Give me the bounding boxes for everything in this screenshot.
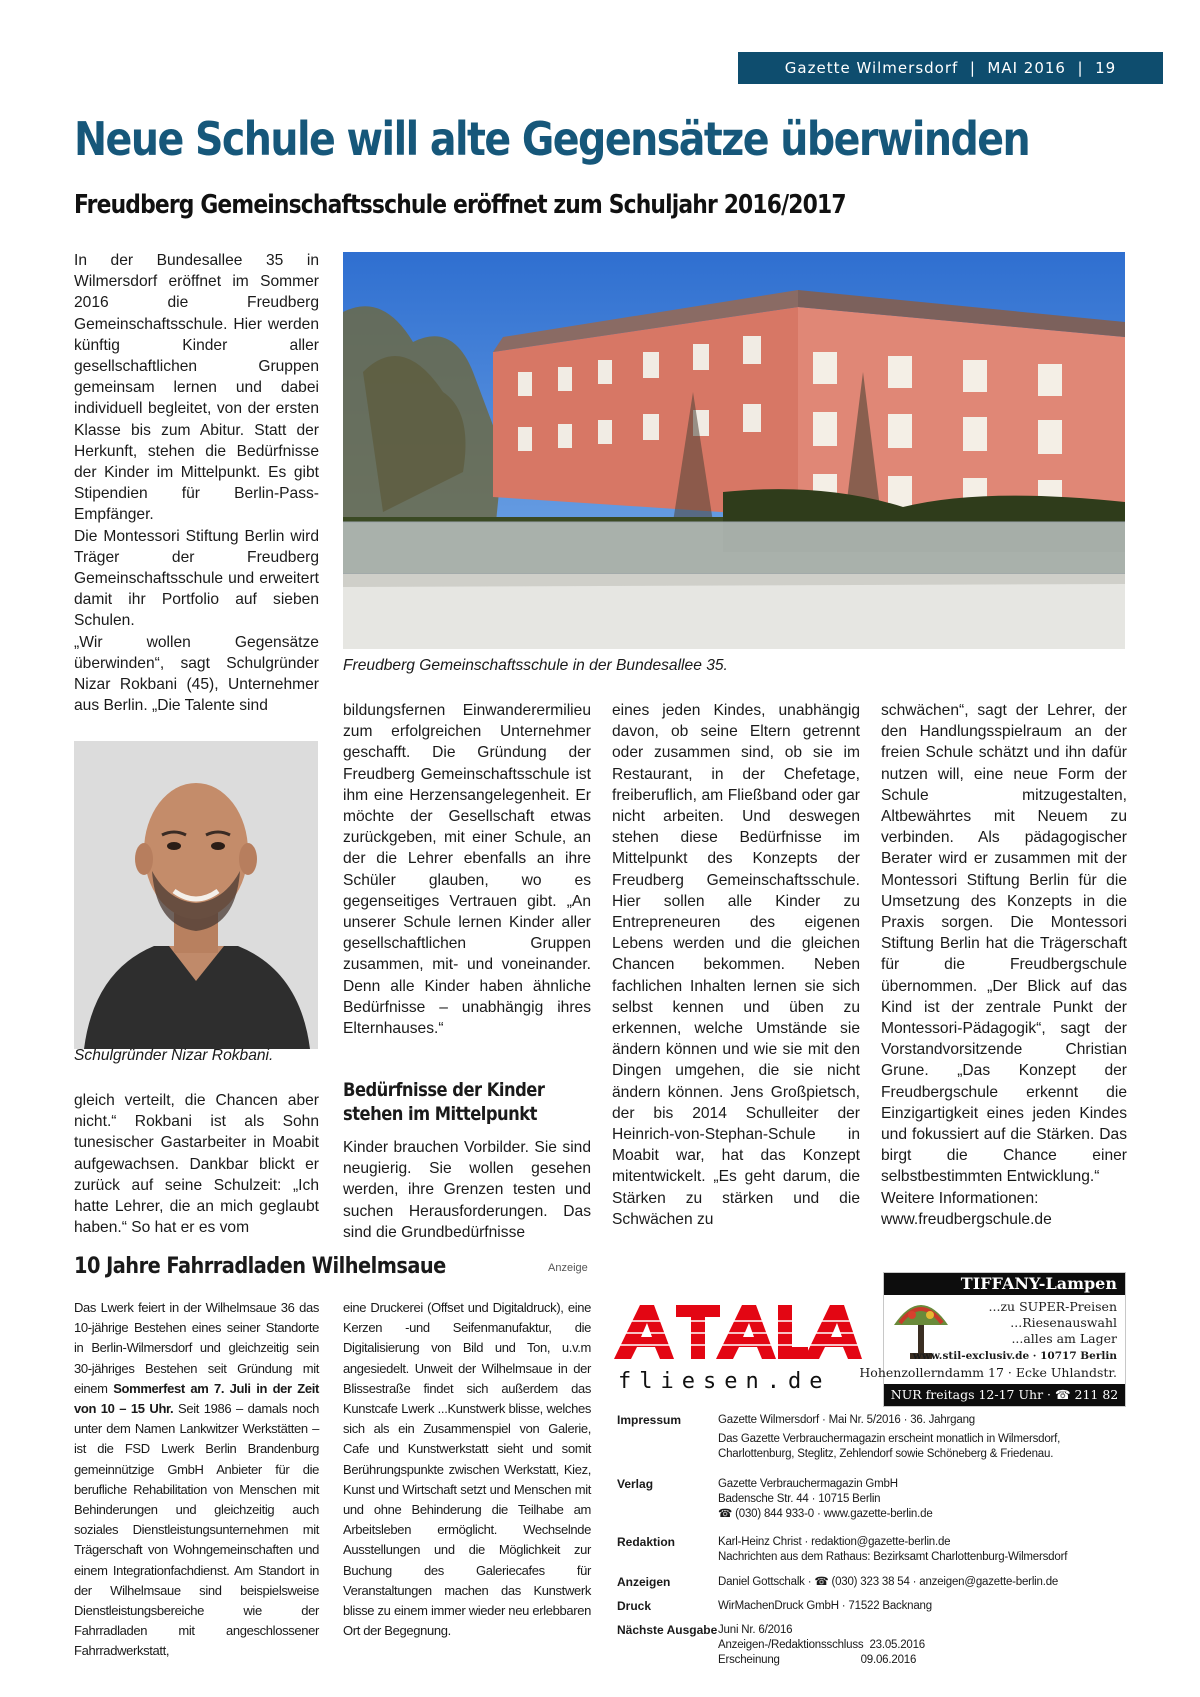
portrait-photo [74, 741, 318, 1049]
imprint-line: Gazette Wilmersdorf · Mai Nr. 5/2016 · 36. Jahrgang [718, 1414, 975, 1426]
article-column-4 [881, 700, 1127, 1230]
school-building-photo [343, 252, 1125, 649]
paragraph: schwächen“, sagt der Lehrer, der den Handlungsspielraum an der freien Schule schätzt und ihn dafür nutzen will, eine neue Form der Schule mitzugestalten, Altbewährtes mit Neuem zu verbinden. Als pädagogischer Berater wird er zusammen mit der Montessori Stiftung Berlin für die Umsetzung des Konzepts in die Praxis sorgen. Die Montessori Stiftung Berlin hat die Trägerschaft für die Freudbergschule übernommen. „Der Blick auf das Kind ist der zentrale Punkt der Montessori-Pädagogik“, sagt der Vorstandvorsitzende Christian Grune. „Das Konzept der Freudbergschule erkennt die Einzigartigkeit eines jeden Kindes und fokussiert auf die Stärken. Das birgt die Chance einer selbstbestimmten Entwicklung.“ [881, 702, 1127, 1186]
ad-column-1 [74, 1298, 319, 1662]
imprint-line: Nachrichten aus dem Rathaus: Bezirksamt Charlottenburg-Wilmersdorf [718, 1551, 1068, 1563]
imprint-value [718, 1599, 1138, 1614]
ad-tag: Anzeige [548, 1262, 588, 1274]
paragraph: Kinder brauchen Vorbilder. Sie sind neugierig. Sie wollen gesehen werden, ihre Grenzen testen und suchen Herausforderungen. Das sind die Grundbedürfnisse [343, 1139, 591, 1241]
more-info-link[interactable]: www.freudbergschule.de [881, 1210, 1052, 1228]
ad-text: Das Lwerk feiert in der Wilhelmsaue 36 das 10-jährige Bestehen eines seiner Standorte in Berlin-Wilmersdorf und gleichzeitig sein 30-jähriges Bestehen seit Gründung mit einem [74, 1300, 319, 1396]
atala-ad[interactable] [610, 1285, 862, 1410]
more-info-label: Weitere Informationen: [881, 1189, 1039, 1207]
imprint-value [718, 1477, 1138, 1522]
tiffany-hours: NUR freitags 12-17 Uhr · ☎ 211 82 60 [884, 1384, 1125, 1406]
article-column-2-top [343, 700, 591, 1039]
paragraph: eines jeden Kindes, unabhängig davon, ob seine Eltern getrennt oder zusammen sind, ob sie im Restaurant, in der Chefetage, freiberuflich, am Fließband oder gar nicht arbeiten. Und deswegen stehen diese Bedürfnisse im Mittelpunkt des Konzepts der Freudberg Gemeinschaftsschule. Hier sollen alle Kinder zu Entrepreneuren des eigenen Lebens werden und die gleichen Chancen bekommen. Neben fachlichen Inhalten lernen sie sich selbst kennen und üben zu erkennen, welche Umstände sie ändern können und wie sie mit den Dingen umgehen, die sie nicht ändern können. Jens Großpietsch, der bis 2014 Schulleiter der Heinrich-von-Stephan-Schule in Moabit war, hat das Konzept mitentwickelt. „Es geht darum, die Stärken zu stärken und die Schwächen zu [612, 702, 860, 1228]
paragraph: In der Bundesallee 35 in Wilmersdorf eröffnet im Sommer 2016 die Freudberg Gemeinschaftsschule. Hier werden künftig Kinder aller gesellschaftlichen Gruppen gemeinsam lernen und dabei individuell begleitet, von der ersten Klasse bis zum Abitur. Statt der Herkunft, stehen die Bedürfnisse der Kinder im Mittelpunkt. Es gibt Stipendien für Berlin-Pass-Empfänger. [74, 252, 319, 524]
imprint-value [718, 1623, 1138, 1668]
imprint-line: Karl-Heinz Christ · redaktion@gazette-berlin.de [718, 1536, 951, 1548]
imprint-line: Erscheinung 09.06.2016 [718, 1654, 917, 1666]
imprint-value [718, 1535, 1138, 1565]
paragraph: gleich verteilt, die Chancen aber nicht.“ Rokbani ist als Sohn tunesischer Gastarbeiter in Moabit aufgewachsen. Dankbar blickt er zurück auf seine Schulzeit: „Ich hatte Lehrer, die an mich geglaubt haben.“ So hat er es vom [74, 1092, 319, 1237]
atala-logo-text [610, 1285, 611, 1286]
imprint-label: Nächste Ausgabe [617, 1623, 718, 1637]
tiffany-line-2: ...Riesenauswahl [1010, 1315, 1117, 1330]
article-headline: Neue Schule will alte Gegensätze überwinden [74, 112, 1030, 166]
tiffany-line-3: ...alles am Lager [1011, 1331, 1117, 1346]
tiffany-web[interactable]: www.stil-exclusiv.de · 10717 Berlin [912, 1350, 1117, 1362]
imprint-line: Juni Nr. 6/2016 [718, 1624, 793, 1636]
imprint-line: Badensche Str. 44 · 10715 Berlin [718, 1493, 881, 1505]
section-heading: Bedürfnisse der Kinder stehen im Mittelpunkt [343, 1079, 545, 1125]
tiffany-line-1: ...zu SUPER-Preisen [988, 1299, 1117, 1314]
imprint-label: Verlag [617, 1477, 654, 1491]
article-column-2-bottom [343, 1137, 591, 1243]
tiffany-address: Hohenzollerndamm 17 · Ecke Uhlandstr. [859, 1365, 1117, 1380]
imprint-label: Impressum [617, 1413, 682, 1427]
paragraph: „Wir wollen Gegensätze überwinden“, sagt Schulgründer Nizar Rokbani (45), Unternehmer aus Berlin. „Die Talente sind [74, 633, 319, 715]
building-caption: Freudberg Gemeinschaftsschule in der Bundesallee 35. [343, 657, 728, 674]
tiffany-title: TIFFANY-Lampen [884, 1273, 1125, 1295]
paragraph: bildungsfernen Einwanderermilieu zum erfolgreichen Unternehmer geschafft. Die Gründung der Freudberg Gemeinschaftsschule ist ihm eine Herzensangelegenheit. Er möchte der Gesellschaft etwas zurückgeben, mit einer Schule, an der die Lehrer ebenfalls an ihre Schüler glauben, wo es gegenseitiges Vertrauen gibt. „An unserer Schule lernen Kinder aller gesellschaftlichen Gruppen zusammen, mit- und voneinander. Denn alle Kinder haben ähnliche Bedürfnisse – unabhängig ihres Elternhauses.“ [343, 702, 591, 1038]
article-column-1-bottom [74, 1090, 319, 1238]
paragraph: Die Montessori Stiftung Berlin wird Träger der Freudberg Gemeinschaftsschule und erweitert damit ihr Portfolio auf sieben Schulen. [74, 527, 319, 630]
imprint-line: Das Gazette Verbrauchermagazin erscheint monatlich in Wilmersdorf, Charlottenburg, Steglitz, Zehlendorf sowie Schöneberg & Friedenau. [718, 1433, 1061, 1460]
article-column-1-top [74, 250, 319, 716]
ad-event-highlight: Sommerfest am 7. Juli in der Zeit von 10 – 15 Uhr. [74, 1380, 320, 1417]
imprint-label: Anzeigen [617, 1575, 671, 1589]
imprint-line: ☎ (030) 844 933-0 · www.gazette-berlin.de [718, 1508, 933, 1520]
imprint-line: Gazette Verbrauchermagazin GmbH [718, 1478, 898, 1490]
tiffany-ad[interactable] [859, 1272, 1126, 1424]
page-header [738, 52, 1163, 84]
imprint-value [718, 1575, 1138, 1590]
imprint-value [718, 1413, 1138, 1462]
imprint-label: Druck [617, 1599, 652, 1613]
ad-headline: 10 Jahre Fahrradladen Wilhelmsaue [74, 1254, 446, 1279]
ad-text: Seit 1986 – damals noch unter dem Namen Lankwitzer Werkstätten – ist die FSD Lwerk Berlin Brandenburg gemeinnützige GmbH Anbieter für die berufliche Rehabilitation von Menschen mit Behinderungen und gleichzeitig auch soziales Dienstleistungsunternehmen mit Trägerschaft von Wohngemeinschaften und einem Integrationfachdienst. Am Standort in der Wilhelmsaue sind beispielsweise Dienstleistungsbereiche wie der Fahrradladen mit angeschlossener Fahrradwerkstatt, [74, 1401, 319, 1659]
portrait-caption: Schulgründer Nizar Rokbani. [74, 1047, 274, 1064]
article-column-3 [612, 700, 860, 1230]
header-text: Gazette Wilmersdorf | MAI 2016 | 19 [784, 59, 1117, 77]
imprint-line: Anzeigen-/Redaktionsschluss 23.05.2016 [718, 1639, 926, 1651]
article-subheadline: Freudberg Gemeinschaftsschule eröffnet zum Schuljahr 2016/2017 [74, 190, 846, 220]
imprint-line: Daniel Gottschalk · ☎ (030) 323 38 54 · anzeigen@gazette-berlin.de [718, 1576, 1059, 1588]
ad-text: eine Druckerei (Offset und Digitaldruck), eine Kerzen -und Seifenmanufaktur, die Digitalisierung von Bild und Ton, u.v.m angesiedelt. Unweit der Wilhelmsaue in der Blissestraße findet sich außerdem das Kunstcafe Lwerk ...Kunstwerk blisse, welches sich als ein Zusammenspiel von Galerie, Cafe und Kunstwerkstatt sieht und somit Berührungspunkte zwischen Werkstatt, Kiez, Kunst und Wirtschaft setzt und Menschen mit und ohne Behinderung die Teilhabe am Arbeitsleben ermöglicht. Wechselnde Ausstellungen und die Möglichkeit zur Buchung des Galeriecafes für Veranstaltungen machen das Kunstwerk blisse zu einem immer wieder neu erlebbaren Ort der Begegnung. [343, 1300, 591, 1639]
imprint-line: WirMachenDruck GmbH · 71522 Backnang [718, 1600, 932, 1612]
atala-subtext: fliesen.de [618, 1369, 831, 1394]
ad-column-2 [343, 1298, 591, 1641]
imprint-label: Redaktion [617, 1535, 676, 1549]
